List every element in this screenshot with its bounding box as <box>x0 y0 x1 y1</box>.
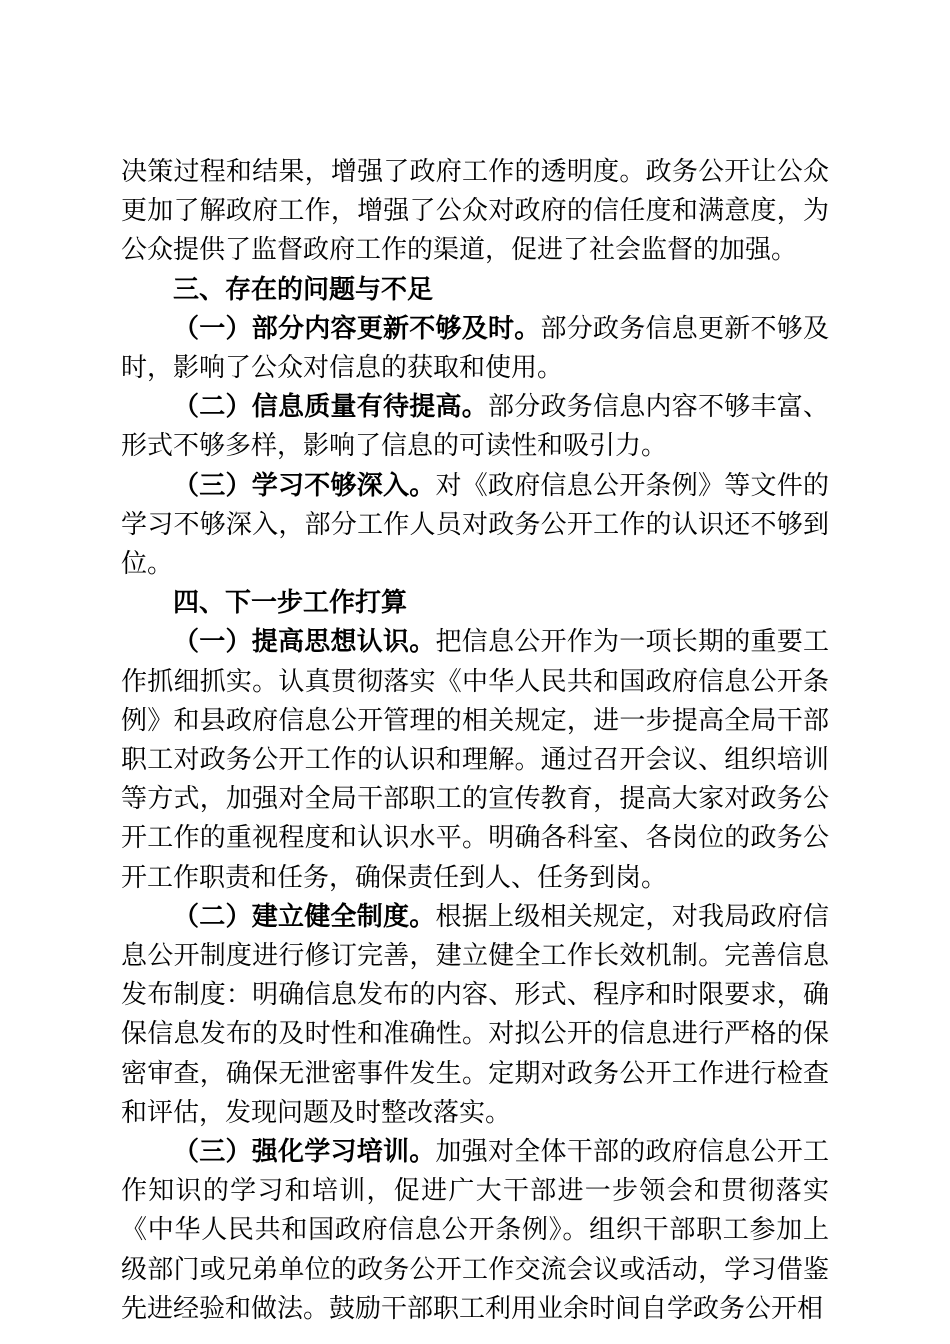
problem-item-1 <box>121 310 829 388</box>
section-heading-4: 四、下一步工作打算 <box>173 588 408 619</box>
problem-item-2 <box>121 388 829 466</box>
plan-item-3 <box>121 1133 829 1329</box>
item-lead: （一）部分内容更新不够及时。 <box>173 313 541 344</box>
document-page <box>121 153 829 1329</box>
plan-item-2 <box>121 898 829 1133</box>
item-lead: （三）强化学习培训。 <box>173 1137 436 1168</box>
item-text: 加强对全体干部的政府信息公开工作知识的学习和培训，促进广大干部进一步领会和贯彻落实《中华人民共和国政府信息公开条例》。组织干部职工参加上级部门或兄弟单位的政务公开工作交流会议或活动，学习借鉴先进经验和做法。鼓励干部职工利用业余时间自学政务公开相 <box>121 1137 829 1324</box>
item-text: 把信息公开作为一项长期的重要工作抓细抓实。认真贯彻落实《中华人民共和国政府信息公开条例》和县政府信息公开管理的相关规定，进一步提高全局干部职工对政务公开工作的认识和理解。通过召开会议、组织培训等方式，加强对全局干部职工的宣传教育，提高大家对政务公开工作的重视程度和认识水平。明确各科室、各岗位的政务公开工作职责和任务，确保责任到人、任务到岗。 <box>121 627 829 893</box>
item-lead: （二）信息质量有待提高。 <box>173 392 488 423</box>
item-lead: （三）学习不够深入。 <box>173 470 436 501</box>
item-text: 对《政府信息公开条例》等文件的学习不够深入，部分工作人员对政务公开工作的认识还不够到位。 <box>121 470 829 580</box>
item-lead: （一）提高思想认识。 <box>173 627 436 658</box>
item-text: 部分政务信息内容不够丰富、形式不够多样，影响了信息的可读性和吸引力。 <box>121 392 829 462</box>
section-heading-3: 三、存在的问题与不足 <box>173 274 434 305</box>
body-paragraph: 决策过程和结果，增强了政府工作的透明度。政务公开让公众更加了解政府工作，增强了公众对政府的信任度和满意度，为公众提供了监督政府工作的渠道，促进了社会监督的加强。 <box>121 157 829 266</box>
item-text: 根据上级相关规定，对我局政府信息公开制度进行修订完善，建立健全工作长效机制。完善信息发布制度：明确信息发布的内容、形式、程序和时限要求，确保信息发布的及时性和准确性。对拟公开的信息进行严格的保密审查，确保无泄密事件发生。定期对政务公开工作进行检查和评估，发现问题及时整改落实。 <box>121 901 829 1128</box>
item-lead: （二）建立健全制度。 <box>173 901 436 932</box>
plan-item-1 <box>121 623 829 897</box>
item-text: 部分政务信息更新不够及时，影响了公众对信息的获取和使用。 <box>121 313 829 384</box>
problem-item-3 <box>121 467 829 585</box>
